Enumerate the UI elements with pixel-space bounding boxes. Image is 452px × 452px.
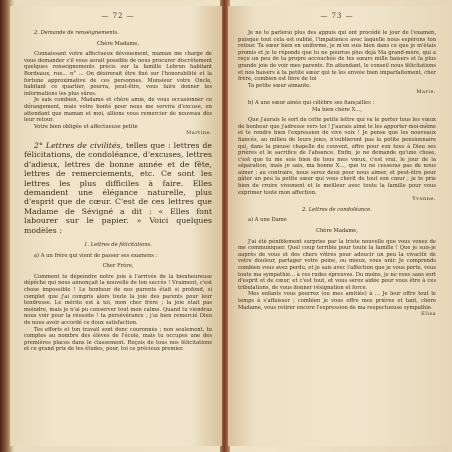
paragraph: Votre bien obligée et affectueuse petite [34,123,138,130]
paragraph: Je ne te parlerai plus des appuis qui ont procédé le jour de l'examen, puisque tout cela est oublié, l'impatience avec laquelle nous espérons ton retour. Ta sœur bien en uniforme, je m'en suis bien dans ce que je m'étais promis et je te réponds que tu ne pourras plus déjà Ma grand-mère, qui a reçu un peu de ta propre accouchée de tes sœurs mille baisers et la plus grande joie de voir mes parents. En attendant, le conseil nous félicitations et nos baisers à ta petite sœur qui te les envoie bien imparfaitement, cher frère, combien est fière de toi [238,30,436,83]
letters-heading: 2° Lettres de civilités, [34,140,123,150]
paragraph: Comment te dépeindre notre joie à l'arrivée de la bienheureuse dépêche qui nous annonçait la nouvelle de ton succès ! Vraiment, c'est chose impossible ! Le bonheur de nos parents était si profond, si complet que j'ai compris alors toute la joie des parents pour leur tendresse. Le mérite est à toi, mon cher frère ; la joie était pas moindre, mais je n'ai pu conserver tout mon calme. Quand tu viendras nous voir pour la réussite ! ta persévérance ; j'ai bien remercié Dieu de nous avoir accordé ce doux satisfaction. [24,273,212,326]
subsection-item: a) A une Dame [248,217,287,224]
page-number: — 73 — [320,12,354,20]
paragraph: Que j'aurais le sort de cette petite lettre qui va te porter tous les vœux de bonheur que j'adresse vers toi ! J'aurais aimé te les apporter moi-même et te rendre bien l'expression de vive voix ! Je pense que les nouveaux fiancés, au milieu de leurs joies, n'oublieront pas la petite pensionnaire qui, dans la pieuse chapelle du couvent, offre pour eux tous à Dieu ses prières et le sacrifice de l'absence. Enfin, je ne demande qu'une chose, c'est que tu me sois bien de tous mes vœux, c'est vrai, le jour de la séparation, mais je sais, ma bonne X..., que tu ne cesseras pas de nous aimer ; au contraire, nous serez deux pour nous aimer, et peut-être pour gâter un peu la petite sœur qui vous chérit de tout son cœur ; je te prie bien de croire vivement et le meilleur avec toute la famille pour vous exprimer toute mon affection. [238,117,436,196]
paragraph: J'ai été péniblement surprise par la triste nouvelle que vous venez de me communiquer. Quel coup terrible pour toute la famille ! Que je suis-je auprès de vous et des chers vôtres pour adoucir un peu la vivacité de votre douleur, partager votre peine, ou mieux, vous unir. Je comprends combien vous avez perdu, et je sais avec l'affection que je vous porte, vous toute ma sympathie... à ces rudes épreuves. Du moins, je ne vous sans sort d'esprit et de cœur, et c'est tout, et vous serez aidée pour vous être à ces tribulations, de vous donner résignation et force. [238,238,436,291]
page-number: — 72 — [101,12,135,20]
signature: Elisa [421,311,436,318]
salutation: Ma bien chère X..., [312,106,362,113]
signature: Martine. [186,130,212,137]
paragraph: Mes enfants vous pourrez (ou mes amitiés) à ... Je leur offre tout le temps à s'affaisser ; combien je vous offre mes prières et tant, chère Madame, vous retirer encore l'expression de ma respectueuse sympathie. [238,291,436,311]
subsection-item: b) A une sœur ainée qui célèbre ses fiançailles : [248,99,375,106]
subsection-title: 1. Lettres de félicitations. [84,241,152,248]
paragraph: Connaissant votre affectueux dévouement, maman me charge de vous demander s'il vous serait possible de nous procurer discrètement quelques renseignements précis sur la famille Lebrun habitant Bordeaux, rue... n° ... On désirerait être fixé sur l'honorabilité et la fortune approximative de ces personnes. Monsieur votre Oncle, habitant ce quartier, pourra, peut-être, vous faire donner les informations les plus sûres. [24,51,212,97]
paragraph: Je sais combien, Madame et chère amie, de vous occasionner ce dérangement, mais votre bonté pour nous me servira d'excuse, en attendant que maman et moi, allions vous remercier de nouveau dès leur retour. [24,97,212,124]
subsection-title: 2. Lettres de condoléance. [302,206,372,213]
letters-body: telles que : lettres de félicitations, de condoléance, d'excuses, lettres d'adieux, lettres de bonne année et de fête, lettres de remerciements, etc. Ce sont les lettres les plus difficiles à faire. Elles demandent une élégance naturelle, plus d'esprit que de cœur. C'est de ces lettres que Madame de Sévigné a dit : « Elles font labourer sur le papier. » Voici quelques modèles : [24,140,212,235]
closing: Ta petite sœur aimante. [248,82,311,89]
signature: Yvonne. [412,196,436,203]
paragraph: Tes efforts et ton travail sont donc couronnés ; non seulement, tu comptes au nombre des élèves de l'école, mais tu occupes une des premières places dans le classement. Reçois de tous nos félicitations et ce grand prix de tes études, pour, toi ce précieux premier. [24,326,212,353]
left-page [10,6,222,446]
salutation: Chère Madame, [315,228,359,235]
section-title: 2. Demande de renseignements. [34,30,119,36]
right-page [228,6,446,446]
salutation: Cher Frère, [102,263,134,270]
salutation: Chère Madame, [96,40,140,47]
subsection-item: a) A un frère qui vient de passer ses examens : [34,252,158,259]
letters-section [24,141,212,235]
signature: Marie. [416,89,436,96]
